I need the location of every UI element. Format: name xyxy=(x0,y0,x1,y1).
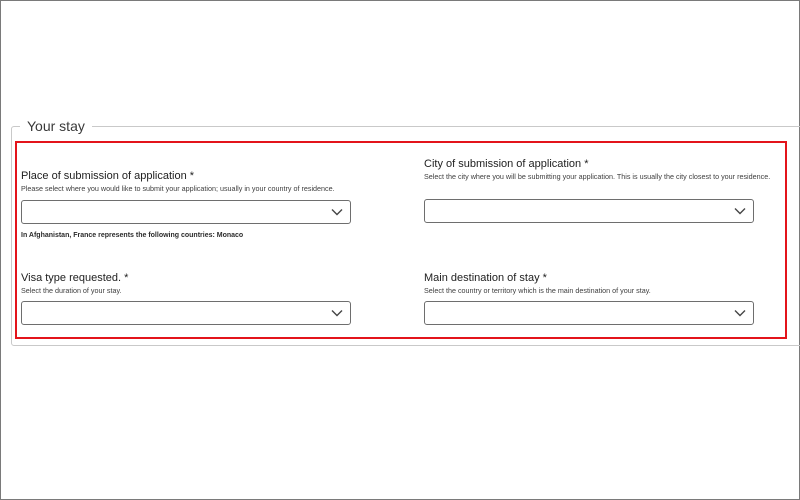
main-destination-label-text: Main destination of stay xyxy=(424,272,540,284)
representation-note: In Afghanistan, France represents the following countries: Monaco xyxy=(21,232,244,239)
required-mark: * xyxy=(189,170,195,182)
visa-type-label xyxy=(21,271,128,285)
city-of-submission-label-text: City of submission of application xyxy=(424,158,582,170)
required-mark: * xyxy=(584,158,589,170)
place-of-submission-help: Please select where you would like to submit your application; usually in your country of residence. xyxy=(21,184,335,193)
chevron-down-icon xyxy=(331,308,343,318)
chevron-down-icon xyxy=(734,308,746,318)
place-of-submission-label-text: Place of submission of application xyxy=(21,170,187,182)
visa-type-label-text: Visa type requested. xyxy=(21,272,122,284)
section-title: Your stay xyxy=(20,117,92,135)
city-of-submission-help: Select the city where you will be submitting your application. This is usually the city closest to your residence. xyxy=(424,172,771,181)
place-of-submission-label xyxy=(21,169,194,183)
required-mark: * xyxy=(124,272,129,284)
required-mark: * xyxy=(542,272,547,284)
city-of-submission-label xyxy=(424,157,588,171)
visa-type-select[interactable] xyxy=(21,301,351,325)
main-destination-label xyxy=(424,271,547,285)
visa-type-help: Select the duration of your stay. xyxy=(21,286,122,295)
chevron-down-icon xyxy=(734,206,746,216)
city-of-submission-select[interactable] xyxy=(424,199,754,223)
main-destination-select[interactable] xyxy=(424,301,754,325)
main-destination-help: Select the country or territory which is the main destination of your stay. xyxy=(424,286,651,295)
place-of-submission-select[interactable] xyxy=(21,200,351,224)
chevron-down-icon xyxy=(331,207,343,217)
